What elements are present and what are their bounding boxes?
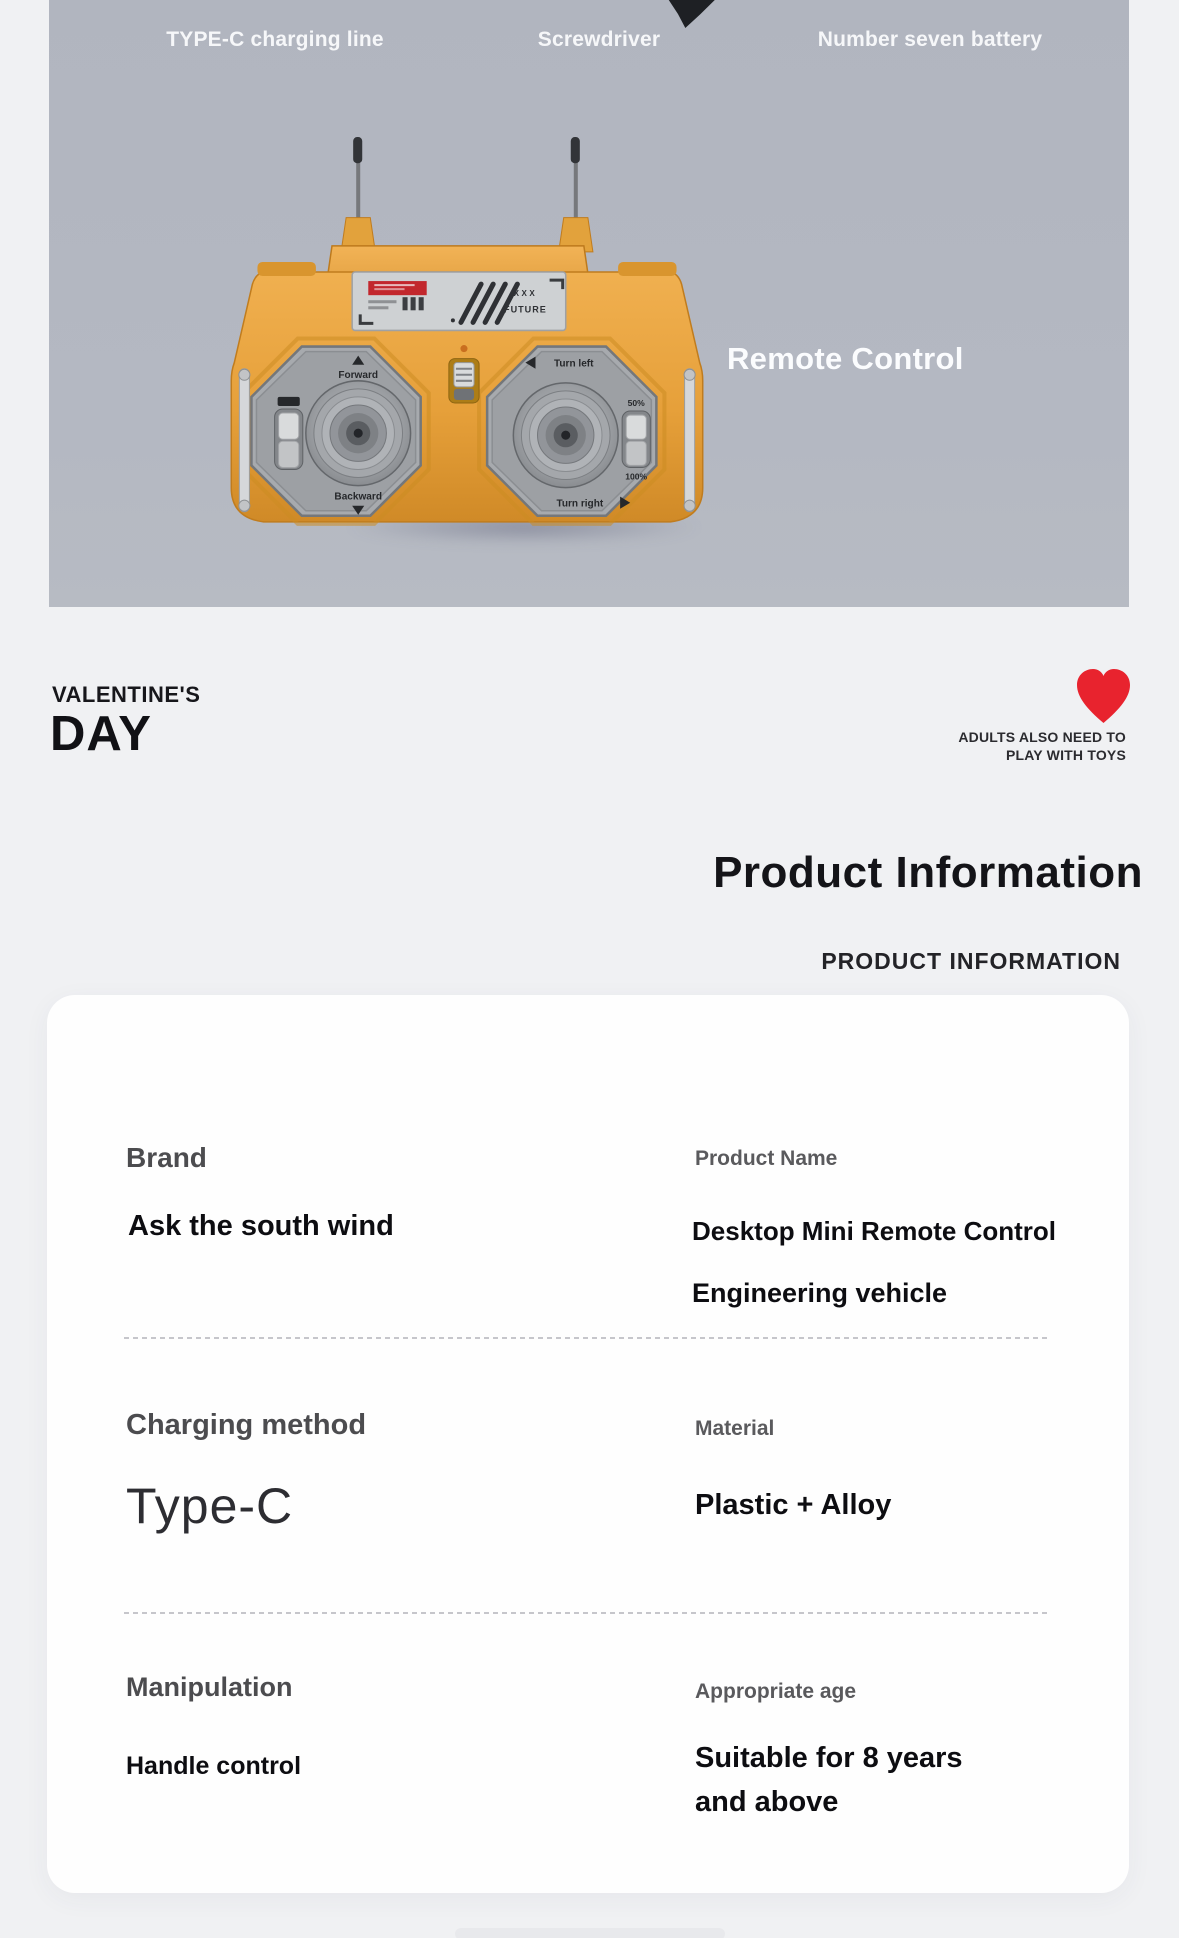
left-stick-label-bottom: Backward [334, 491, 382, 503]
screw-dot [460, 345, 467, 352]
remote-screen [352, 272, 566, 330]
heart-icon [1077, 669, 1130, 726]
spec-label-product-name: Product Name [695, 1147, 838, 1170]
promo-caption [958, 728, 1126, 764]
right-throttle-switch [622, 411, 650, 467]
screen-text-top: XXX [513, 289, 538, 299]
spec-value-age-1: Suitable for 8 years [695, 1742, 963, 1774]
throttle-label-top: 50% [627, 397, 645, 408]
spec-value-charging: Type-C [126, 1478, 294, 1534]
promo-caption-line2: PLAY WITH TOYS [1005, 747, 1126, 763]
left-switch-tab [278, 397, 300, 406]
left-stick-pad [251, 347, 420, 516]
shoulder-tab-right [618, 262, 676, 276]
promo-day: DAY [50, 707, 152, 761]
spec-value-manipulation: Handle control [126, 1752, 302, 1780]
divider [124, 1337, 1048, 1339]
throttle-label-bottom: 100% [625, 471, 648, 482]
remote-control-image [227, 133, 707, 544]
product-info-card [47, 995, 1129, 1893]
spec-value-material: Plastic + Alloy [695, 1489, 892, 1521]
spec-label-material: Material [695, 1417, 775, 1440]
spec-value-age-2: and above [695, 1786, 839, 1818]
shoulder-tab-left [257, 262, 315, 276]
accessory-label-battery: Number seven battery [817, 28, 1043, 51]
accessory-label-screwdriver: Screwdriver [537, 28, 661, 51]
right-stick-label-bottom: Turn right [556, 498, 604, 510]
spec-value-product-name-1: Desktop Mini Remote Control [692, 1216, 1057, 1246]
spec-label-brand: Brand [126, 1142, 207, 1173]
left-throttle-switch [275, 409, 303, 469]
right-stick-pad [487, 347, 656, 516]
promo-valentines: VALENTINE'S [52, 682, 201, 707]
antenna-right [559, 137, 593, 252]
handle-left [239, 369, 250, 512]
antenna-left [341, 137, 375, 252]
right-stick-label-top: Turn left [554, 358, 594, 370]
left-stick-label-top: Forward [338, 369, 379, 381]
spec-value-product-name-2: Engineering vehicle [692, 1278, 948, 1308]
handle-right [684, 369, 695, 512]
screen-text-bottom: FUTURE [504, 304, 547, 315]
spec-label-age: Appropriate age [695, 1680, 857, 1703]
accessory-label-type-c: TYPE-C charging line [166, 28, 384, 51]
spec-value-brand: Ask the south wind [128, 1210, 394, 1242]
screwdriver-tip-image [643, 0, 735, 28]
hero-section [49, 0, 1129, 607]
section-subtitle: PRODUCT INFORMATION [821, 948, 1121, 974]
spec-label-charging: Charging method [126, 1409, 367, 1441]
divider [124, 1612, 1048, 1614]
spec-label-manipulation: Manipulation [126, 1672, 293, 1702]
remote-caption: Remote Control [727, 341, 964, 376]
section-title: Product Information [713, 848, 1143, 897]
center-power-switch [449, 359, 479, 403]
partially-visible-next-section [455, 1928, 725, 1938]
promo-caption-line1: ADULTS ALSO NEED TO [958, 729, 1126, 745]
